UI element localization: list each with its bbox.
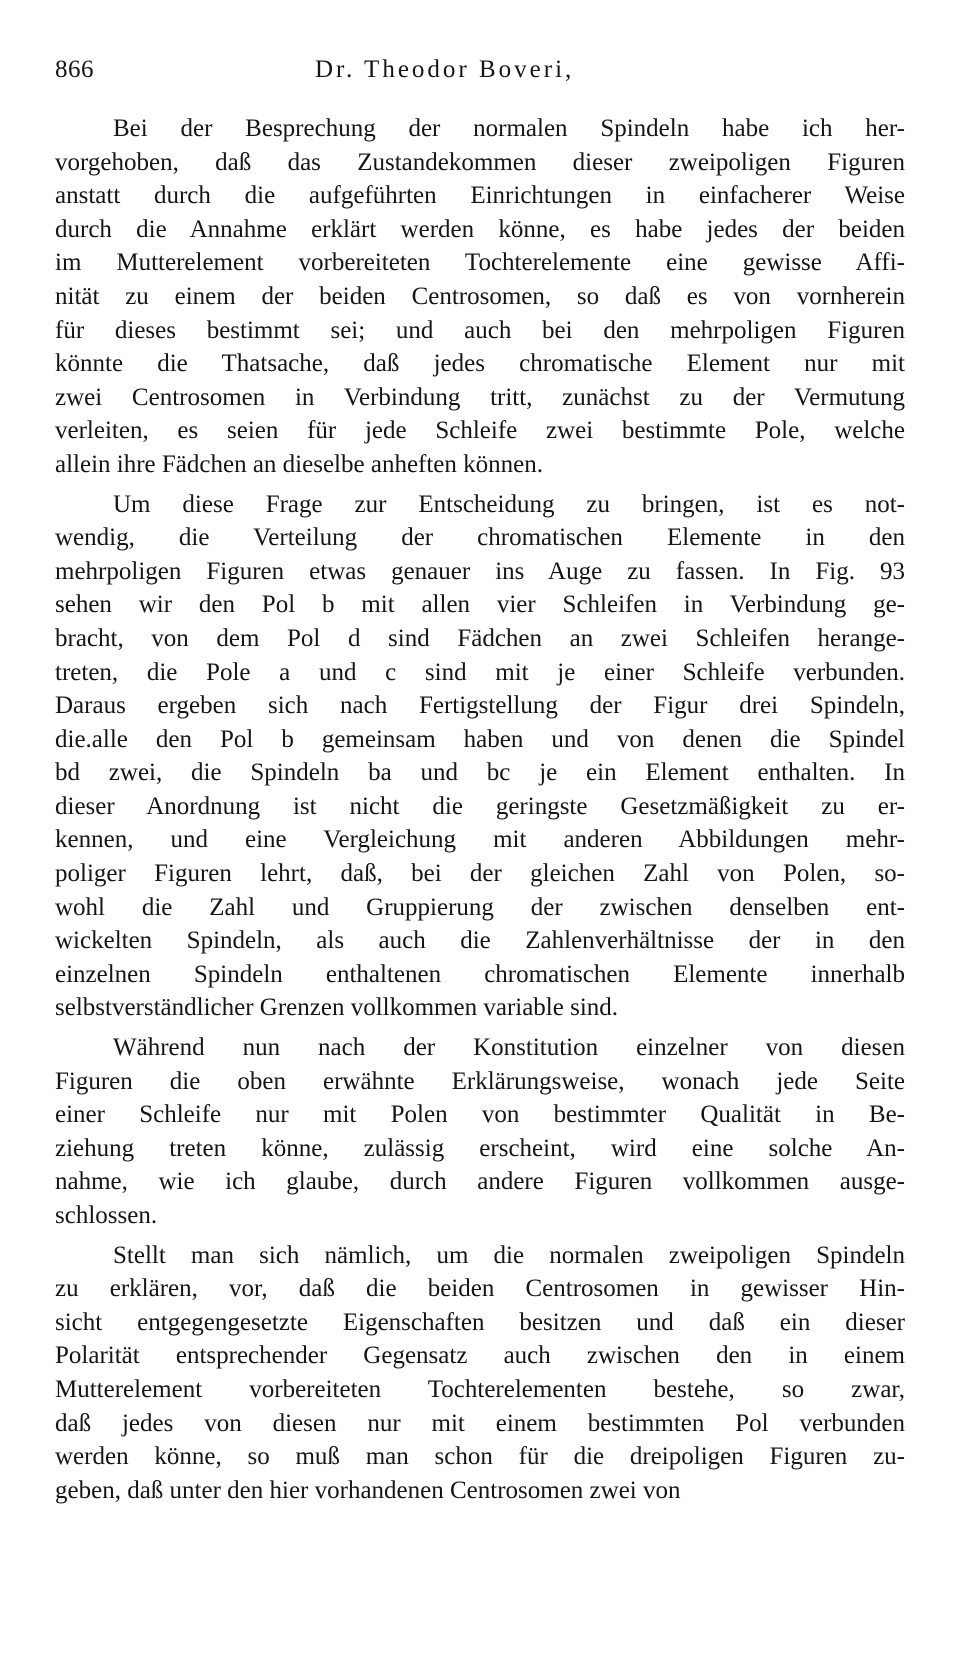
text-line: Stellt man sich nämlich, um die normalen zweipoligen Spindeln [113,1241,905,1269]
text-line: schlossen. [55,1202,158,1229]
text-line: ziehung treten könne, zulässig erscheint, wird eine solche An- [55,1134,905,1162]
text-line: Mutterelement vorbereiteten Tochterelementen bestehe, so zwar, [55,1375,905,1403]
text-line: nahme, wie ich glaube, durch andere Figuren vollkommen ausge- [55,1168,905,1196]
page-number: 866 [55,56,94,83]
text-line: nität zu einem der beiden Centrosomen, so daß es von vornherein [55,282,905,310]
text-line: Figuren die oben erwähnte Erklärungsweise, wonach jede Seite [55,1067,905,1095]
text-line: bd zwei, die Spindeln ba und bc je ein Element enthalten. In [55,759,905,787]
text-line: verleiten, es seien für jede Schleife zwei bestimmte Pole, welche [55,417,905,445]
text-line: für dieses bestimmt sei; und auch bei den mehrpoligen Figuren [55,316,905,344]
paragraph [55,1239,905,1508]
text-line: poliger Figuren lehrt, daß, bei der gleichen Zahl von Polen, so- [55,860,905,888]
text-line: treten, die Pole a und c sind mit je einer Schleife verbunden. [55,658,905,686]
text-line: Während nun nach der Konstitution einzelner von diesen [113,1034,905,1062]
text-line: zu erklären, vor, daß die beiden Centrosomen in gewisser Hin- [55,1275,905,1303]
page-header [55,56,905,96]
text-line: anstatt durch die aufgeführten Einrichtungen in einfacherer Weise [55,182,905,210]
text-line: zwei Centrosomen in Verbindung tritt, zunächst zu der Vermutung [55,383,905,411]
text-line: werden könne, so muß man schon für die dreipoligen Figuren zu- [55,1443,905,1471]
text-line: vorgehoben, daß das Zustandekommen dieser zweipoligen Figuren [55,148,905,176]
paragraph [55,488,905,1026]
text-line: sehen wir den Pol b mit allen vier Schleifen in Verbindung ge- [55,591,905,619]
text-line: sicht entgegengesetzte Eigenschaften besitzen und daß ein dieser [55,1308,905,1336]
text-line: daß jedes von diesen nur mit einem bestimmten Pol verbunden [55,1409,905,1437]
text-line: Daraus ergeben sich nach Fertigstellung der Figur drei Spindeln, [55,692,905,720]
text-line: die.alle den Pol b gemeinsam haben und von denen die Spindel [55,725,905,753]
text-line: allein ihre Fädchen an dieselbe anheften können. [55,450,544,478]
text-line: mehrpoligen Figuren etwas genauer ins Auge zu fassen. In Fig. 93 [55,557,905,585]
paragraph [55,112,905,482]
paragraph [55,1031,905,1233]
text-line: Um diese Frage zur Entscheidung zu bringen, ist es not- [113,490,905,518]
text-line: einzelnen Spindeln enthaltenen chromatischen Elemente innerhalb [55,960,905,988]
text-line: könnte die Thatsache, daß jedes chromatische Element nur mit [55,350,905,378]
text-line: wohl die Zahl und Gruppierung der zwischen denselben ent- [55,893,905,921]
text-line: im Mutterelement vorbereiteten Tochterelemente eine gewisse Affi- [55,249,905,277]
text-line: einer Schleife nur mit Polen von bestimmter Qualität in Be- [55,1101,905,1129]
text-line: Polarität entsprechender Gegensatz auch zwischen den in einem [55,1342,905,1370]
text-line: wendig, die Verteilung der chromatischen Elemente in den [55,524,905,552]
text-line: wickelten Spindeln, als auch die Zahlenverhältnisse der in den [55,927,905,955]
text-line: durch die Annahme erklärt werden könne, es habe jedes der beiden [55,215,905,243]
body-text [55,112,905,1513]
text-line: kennen, und eine Vergleichung mit anderen Abbildungen mehr- [55,826,905,854]
text-line: bracht, von dem Pol d sind Fädchen an zwei Schleifen herange- [55,624,905,652]
text-line: Bei der Besprechung der normalen Spindeln habe ich her- [113,115,905,142]
text-line: dieser Anordnung ist nicht die geringste Gesetzmäßigkeit zu er- [55,792,905,820]
running-title: Dr. Theodor Boveri, [315,56,575,83]
text-line: geben, daß unter den hier vorhandenen Centrosomen zwei von [55,1476,681,1504]
text-line: selbstverständlicher Grenzen vollkommen variable sind. [55,994,619,1022]
